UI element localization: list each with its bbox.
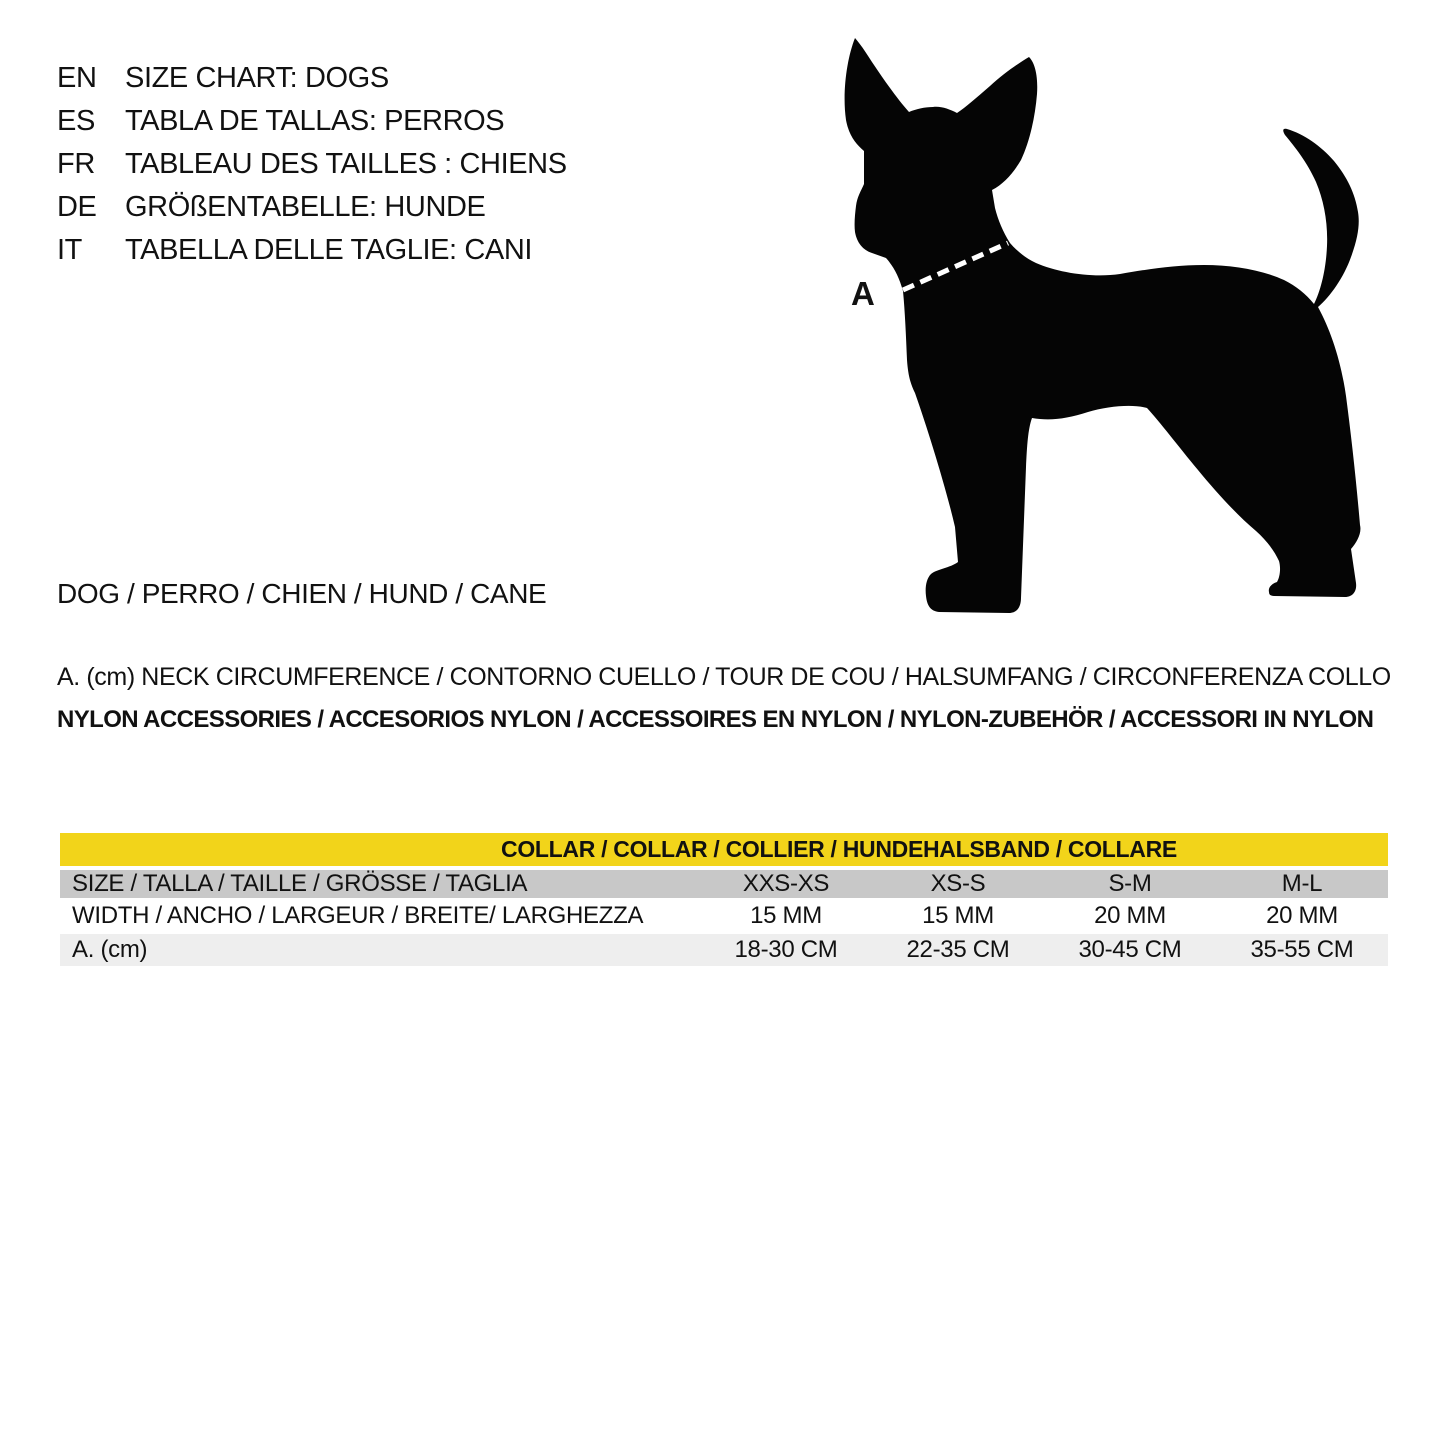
row-label-size: SIZE / TALLA / TAILLE / GRÖSSE / TAGLIA [72,870,528,897]
table-row-size [60,870,1388,898]
material-note: NYLON ACCESSORIES / ACCESORIOS NYLON / ACCESSOIRES EN NYLON / NYLON-ZUBEHÖR / ACCESSORI IN NYLON [57,706,1374,733]
language-row-it [57,229,567,272]
size-cell: XXS-XS [742,870,830,897]
dog-figure [830,25,1390,625]
width-cell: 15 MM [750,902,822,929]
language-code: IT [57,234,82,266]
neck-cell: 22-35 CM [906,936,1010,963]
dog-silhouette [845,38,1361,613]
language-row-es [57,100,567,143]
language-code: DE [57,191,97,223]
language-row-fr [57,143,567,186]
language-code: EN [57,62,97,94]
language-title: TABLEAU DES TAILLES : CHIENS [125,148,567,180]
width-cell: 15 MM [922,902,994,929]
language-title: GRÖßENTABELLE: HUNDE [125,191,486,223]
neck-cell: 35-55 CM [1250,936,1354,963]
row-label-width: WIDTH / ANCHO / LARGEUR / BREITE/ LARGHEZZA [72,902,644,929]
language-title-list [57,57,567,272]
neck-circumference-note: A. (cm) NECK CIRCUMFERENCE / CONTORNO CUELLO / TOUR DE COU / HALSUMFANG / CIRCONFERENZA COLLO [57,663,1391,691]
figure-caption: DOG / PERRO / CHIEN / HUND / CANE [57,578,547,609]
language-title: TABELLA DELLE TAGLIE: CANI [125,234,533,266]
size-cell: M-L [1281,870,1323,897]
row-label-neck: A. (cm) [72,936,148,963]
width-cell: 20 MM [1094,902,1166,929]
language-code: ES [57,105,95,137]
neck-cell: 30-45 CM [1078,936,1182,963]
language-title: TABLA DE TALLAS: PERROS [125,105,505,137]
dog-silhouette-image [830,25,1390,625]
collar-size-table [60,833,1388,966]
size-cell: S-M [1108,870,1152,897]
table-title: COLLAR / COLLAR / COLLIER / HUNDEHALSBAND / COLLARE [60,833,1388,866]
language-row-en [57,57,567,100]
width-cell: 20 MM [1266,902,1338,929]
table-row-width [60,898,1388,934]
language-code: FR [57,148,95,180]
size-cell: XS-S [930,870,986,897]
neck-cell: 18-30 CM [734,936,838,963]
language-title: SIZE CHART: DOGS [125,62,389,94]
language-row-de [57,186,567,229]
table-row-neck-circumference [60,934,1388,966]
neck-measurement-label: A [851,275,875,312]
